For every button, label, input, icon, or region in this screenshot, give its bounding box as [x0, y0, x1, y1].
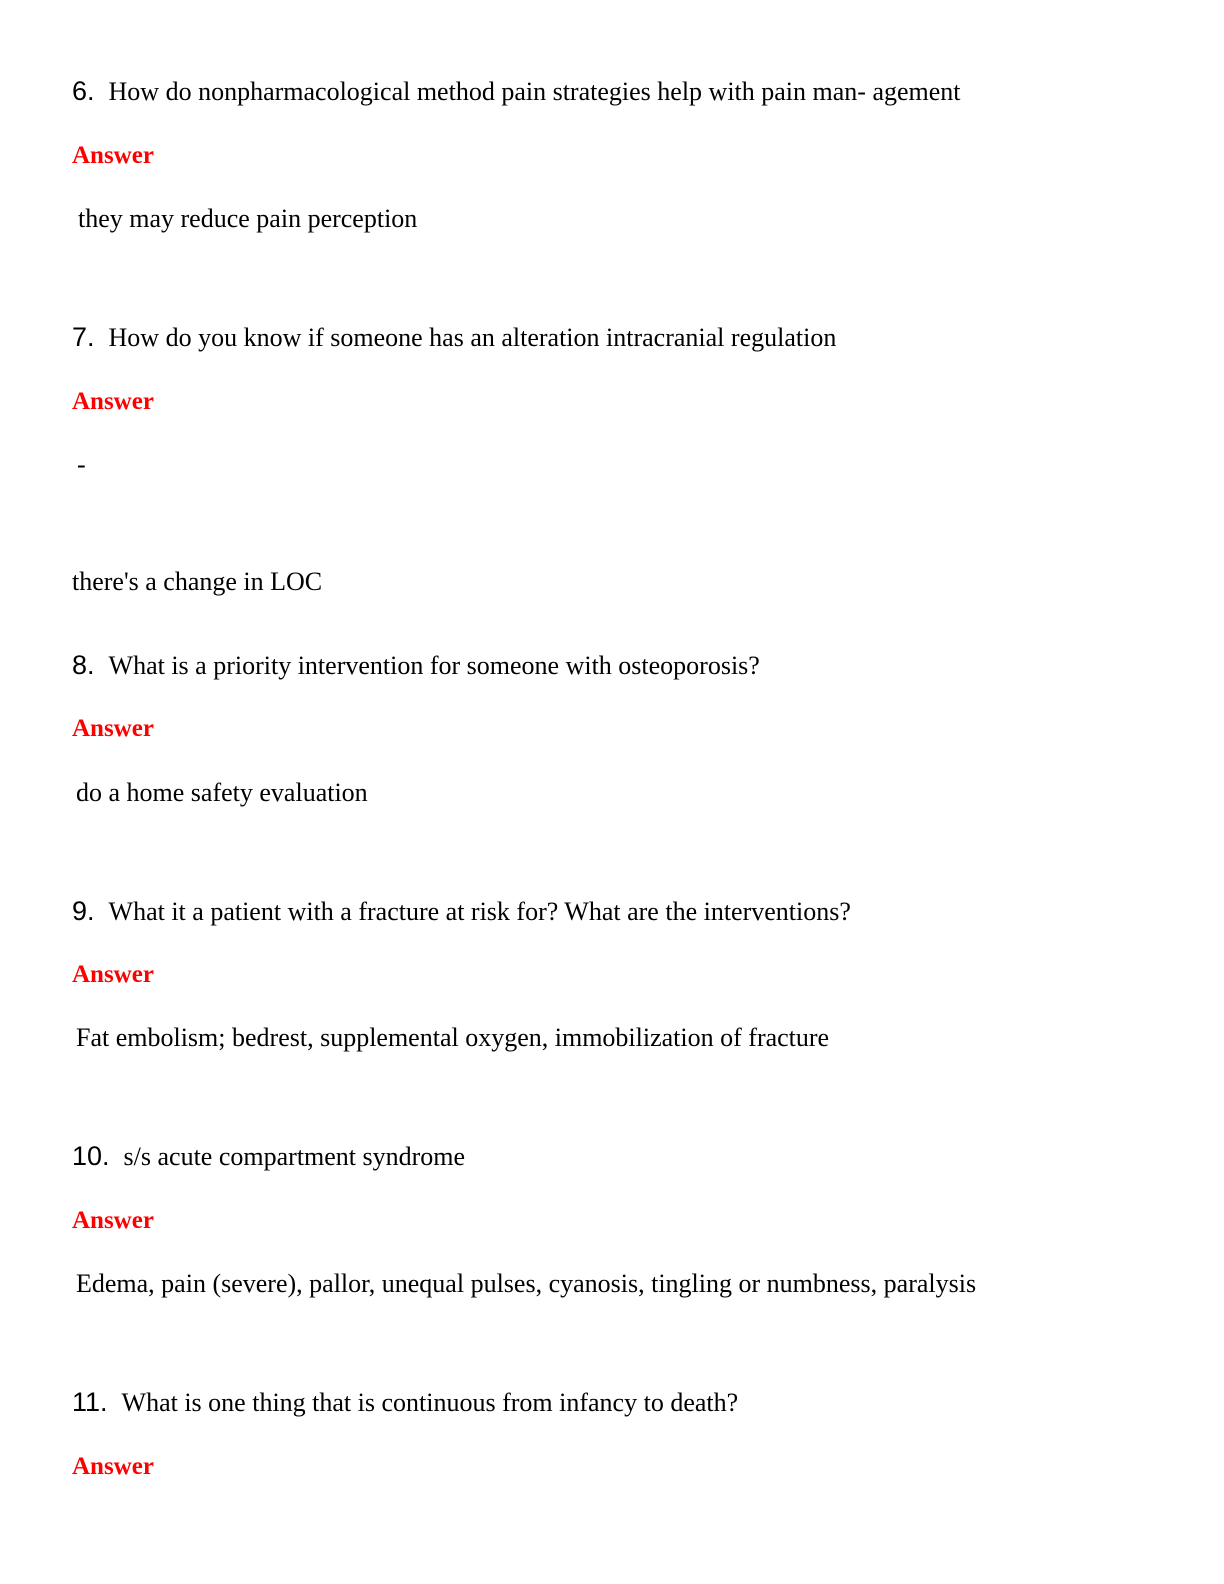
answer-label: Answer — [72, 715, 154, 742]
question-number: 9. — [72, 896, 95, 926]
question-9 — [72, 898, 851, 925]
question-7 — [72, 324, 836, 351]
question-text: What is one thing that is continuous from infancy to death? — [121, 1388, 739, 1417]
question-text: s/s acute compartment syndrome — [123, 1142, 466, 1171]
answer-label: Answer — [72, 388, 154, 415]
question-number: 7. — [72, 322, 95, 352]
question-number: 10. — [72, 1141, 110, 1171]
question-11 — [72, 1389, 738, 1416]
answer-text-dash: - — [77, 450, 86, 479]
question-text: How do you know if someone has an alteration intracranial regulation — [108, 323, 837, 352]
answer-label: Answer — [72, 1453, 154, 1480]
answer-label: Answer — [72, 142, 154, 169]
question-10 — [72, 1143, 465, 1170]
answer-label: Answer — [72, 1207, 154, 1234]
question-number: 6. — [72, 76, 95, 106]
answer-text: Edema, pain (severe), pallor, unequal pulses, cyanosis, tingling or numbness, paralysis — [76, 1269, 977, 1298]
answer-text: Fat embolism; bedrest, supplemental oxygen, immobilization of fracture — [76, 1023, 830, 1052]
answer-text: do a home safety evaluation — [76, 778, 368, 807]
question-8 — [72, 652, 760, 679]
answer-text: there's a change in LOC — [72, 567, 323, 596]
answer-text: they may reduce pain perception — [78, 204, 418, 233]
question-number: 8. — [72, 650, 95, 680]
question-text: What is a priority intervention for someone with osteoporosis? — [108, 651, 760, 680]
answer-label: Answer — [72, 961, 154, 988]
question-number: 11. — [72, 1387, 108, 1417]
question-6 — [72, 78, 961, 105]
question-text: What it a patient with a fracture at risk for? What are the interventions? — [108, 897, 851, 926]
question-text: How do nonpharmacological method pain strategies help with pain man- agement — [108, 77, 961, 106]
